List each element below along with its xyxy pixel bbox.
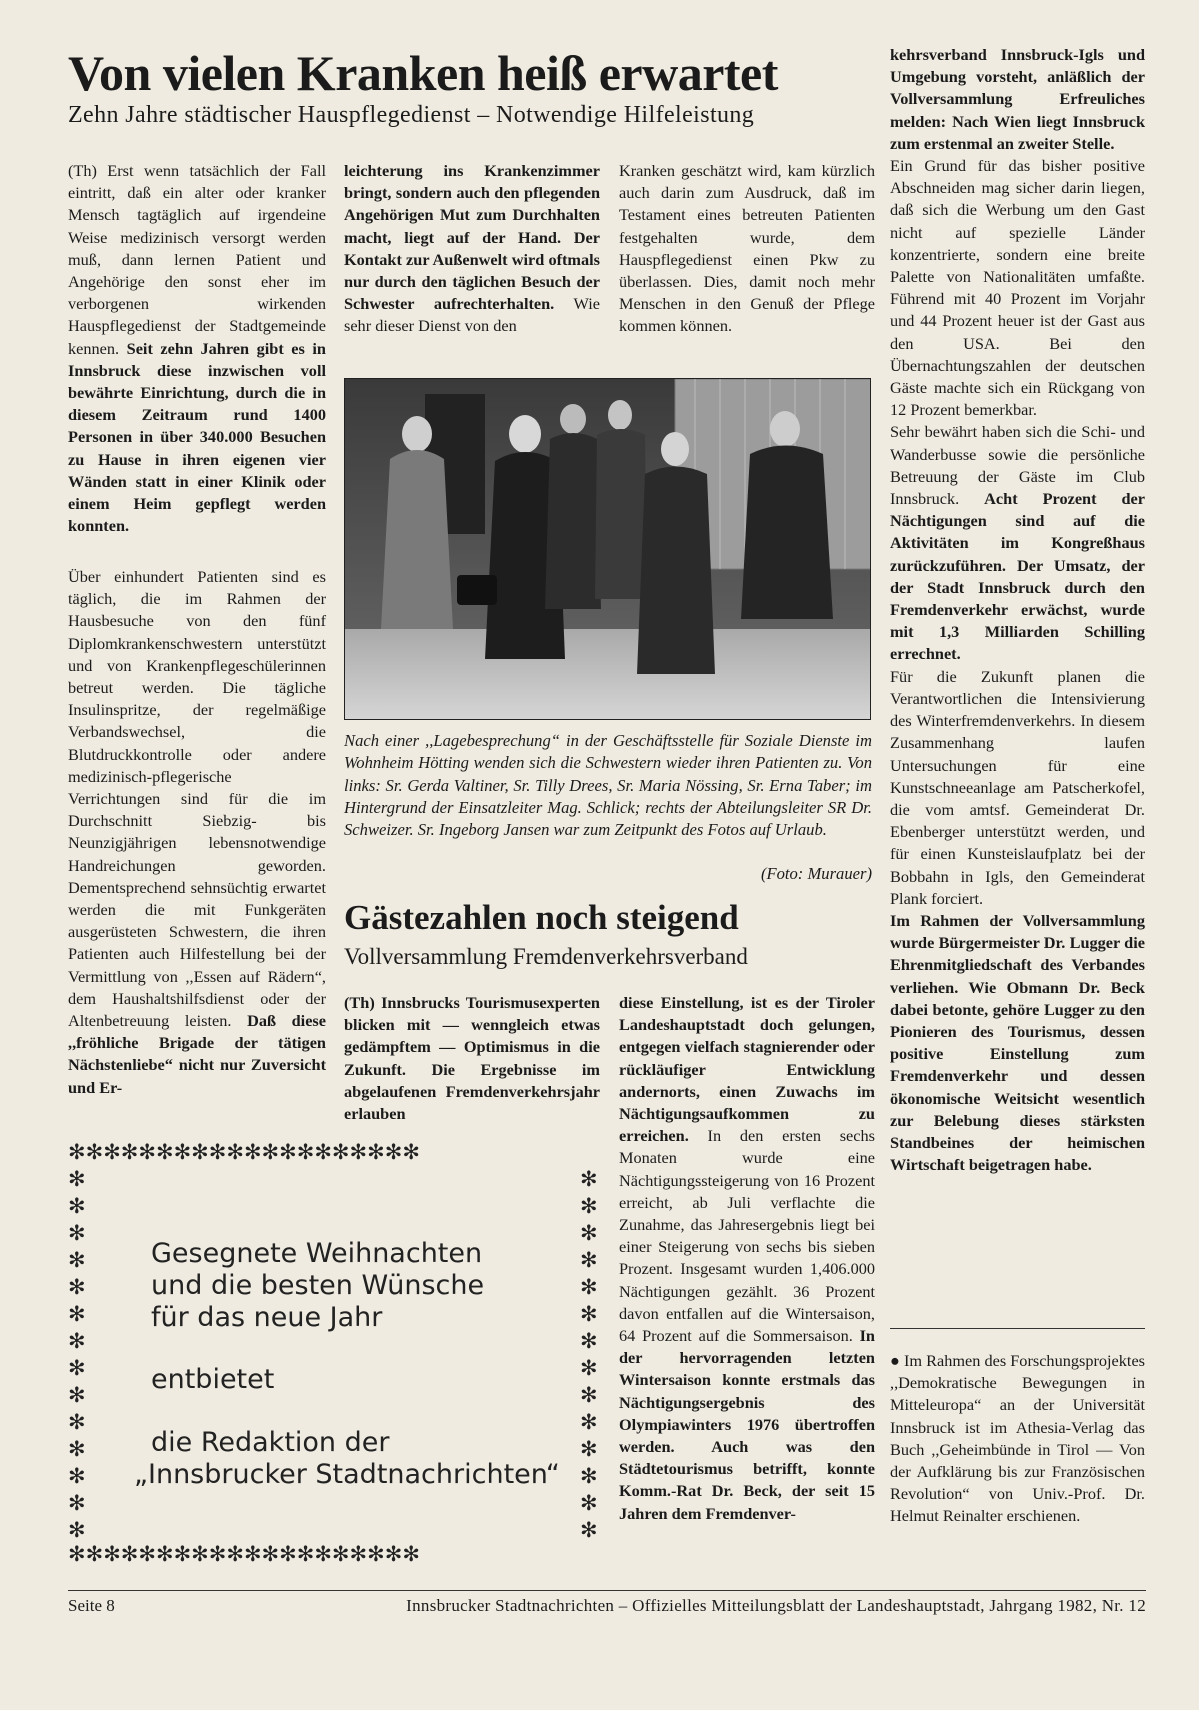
- footer-rule: [68, 1590, 1146, 1591]
- body-text: Für die Zukunft planen die Verantwortlichen die Intensivierung des Winterfremdenverkehrs. In diesem Zusammenhang laufen Untersuchungen für eine Kunstschneeanlage am Patscherkofel, die vom amtsf. Gemeinderat Dr. Ebenberger unterstützt werden, und für einen Kunsteislaufplatz bei der Bobbahn in Igls, den Gemeinderat Plank forciert.: [890, 666, 1145, 908]
- body-text-bold: diese Einstellung, ist es der Tiroler Landeshauptstadt doch gelungen, entgegen vielfach stagnierender oder rückläufiger Entwicklung andernorts, einen Zuwachs im Nächtigungsaufkommen zu erreichen.: [619, 993, 875, 1146]
- article-headline: Von vielen Kranken heiß erwartet: [68, 45, 778, 101]
- page-footer: [68, 1596, 1146, 1616]
- article-subheadline-2: Vollversammlung Fremdenverkehrsverband: [344, 944, 748, 969]
- body-text-bold: kehrsverband Innsbruck-Igls und Umgebung vorsteht, anläßlich der Vollversammlung Erfreuliches melden: Nach Wien liegt Innsbruck zum erstenmal an zweiter Stelle.: [890, 45, 1145, 153]
- page-number: Seite 8: [68, 1596, 115, 1615]
- body-text-bold: Im Rahmen der Vollversammlung wurde Bürgermeister Dr. Lugger die Ehrenmitgliedschaft des Verbandes verliehen. Wie Obmann Dr. Beck dabei betonte, gehöre Lugger zu den Pionieren des Tourismus, dessen positive Einstellung zum Fremdenverkehr und dessen ökonomische Weitsicht wesentlich zur Belebung dieses stärksten Standbeines der heimischen Wirtschaft beigetragen habe.: [890, 910, 1145, 1175]
- article-subheadline: Zehn Jahre städtischer Hauspflegedienst – Notwendige Hilfeleistung: [68, 102, 755, 128]
- article2-column-2: [619, 992, 875, 1525]
- greeting-line: für das neue Jahr: [151, 1302, 383, 1333]
- body-text-bold: In der hervorragenden letzten Wintersaison konnte erstmals das Nächtigungsergebnis des Olympiawinters 1976 übertroffen werden. Auch was den Städtetourismus betrifft, konnte Komm.-Rat Dr. Beck, der seit 15 Jahren dem Fremdenver-: [619, 1326, 875, 1523]
- greeting-box: [68, 1140, 603, 1570]
- star-border-right: ✻ ✻ ✻ ✻ ✻ ✻ ✻ ✻ ✻ ✻ ✻ ✻ ✻ ✻: [580, 1167, 598, 1542]
- photo-illustration: [345, 379, 871, 720]
- body-text-bold: (Th) Innsbrucks Tourismusexperten blicken mit — wenngleich etwas gedämpftem — Optimismus in die Zukunft. Die Ergebnisse im abgelaufenen Fremdenverkehrsjahr erlauben: [344, 993, 600, 1124]
- body-text-bold: Acht Prozent der Nächtigungen sind auf die Aktivitäten im Kongreßhaus zurückzuführen. Der Umsatz, der der Stadt Innsbruck durch den Fremdenverkehr erwächst, wurde mit 1,3 Milliarden Schilling errechnet.: [890, 489, 1145, 664]
- photo-credit: (Foto: Murauer): [760, 864, 872, 883]
- star-border-left: ✻ ✻ ✻ ✻ ✻ ✻ ✻ ✻ ✻ ✻ ✻ ✻ ✻ ✻: [68, 1167, 86, 1542]
- body-text: Kranken geschätzt wird, kam kürzlich auch darin zum Ausdruck, daß im Testament eines betreuten Patienten festgehalten wurde, dem Hauspflegedienst einen Pkw zu überlassen. Dies, damit noch mehr Menschen in den Genuß der Pflege kommen können.: [619, 161, 875, 336]
- body-text: Ein Grund für das bisher positive Abschneiden mag sicher darin liegen, daß sich die Werbung um den Gast nicht auf spezielle Länder konzentrierte, sondern eine breite Palette von Nationalitäten umfaßte. Führend mit 40 Prozent im Vorjahr und 44 Prozent heuer ist der Gast aus den USA. Bei den Übernachtungszahlen der deutschen Gäste machte sich ein Rückgang von 12 Prozent bemerkbar.: [890, 156, 1145, 420]
- body-text: In den ersten sechs Monaten wurde eine Nächtigungssteigerung von 16 Prozent erreicht, ab Juli verflachte die Zunahme, das Jahresergebnis liegt bei einer Steigerung von sechs bis sieben Prozent. Insgesamt wurden 1,406.000 Nächtigungen gezählt. 36 Prozent davon entfallen auf die Wintersaison, 64 Prozent auf die Sommersaison.: [619, 1126, 875, 1346]
- article2-column-1: [344, 992, 600, 1125]
- body-text: Wie sehr dieser Dienst von den: [344, 294, 601, 336]
- star-border-top: ✻✻✻✻✻✻✻✻✻✻✻✻✻✻✻✻✻✻✻✻: [68, 1140, 420, 1164]
- greeting-line: und die besten Wünsche: [151, 1270, 485, 1301]
- body-text: Sehr bewährt haben sich die Schi- und Wanderbusse sowie die persönliche Betreuung der Gäste im Club Innsbruck.: [890, 422, 1145, 509]
- star-border-bottom: ✻✻✻✻✻✻✻✻✻✻✻✻✻✻✻✻✻✻✻✻: [68, 1542, 420, 1566]
- group-photo: [344, 378, 871, 720]
- greeting-line: Gesegnete Weihnachten: [151, 1238, 483, 1269]
- photo-caption: Nach einer ,,Lagebesprechung“ in der Geschäftsstelle für Soziale Dienste im Wohnheim Hötting wenden sich die Schwestern wieder ihren Patienten zu. Von links: Sr. Gerda Valtiner, Sr. Tilly Drees, Sr. Maria Nössing, Sr. Erna Taber; im Hintergrund der Einsatzleiter Mag. Schlick; rechts der Abteilungsleiter SR Dr. Schweizer. Sr. Ingeborg Jansen war zum Zeitpunkt des Fotos auf Urlaub.: [344, 731, 872, 840]
- body-text-bold: Daß diese ,,fröhliche Brigade der tätigen Nächstenliebe“ nicht nur Zuversicht und Er-: [68, 1011, 326, 1097]
- article-column-1-continued: [68, 566, 326, 1099]
- article2-column-3: [890, 44, 1145, 1176]
- article-column-3: [619, 160, 875, 338]
- greeting-line: die Redaktion der: [151, 1427, 390, 1458]
- article-column-2: [344, 160, 600, 338]
- section-divider: [890, 1328, 1145, 1329]
- greeting-line: „Innsbrucker Stadtnachrichten“: [134, 1459, 560, 1490]
- body-text: (Th) Erst wenn tatsächlich der Fall eintritt, daß ein alter oder kranker Mensch tagtäglich auf irgendeine Weise medizinisch versorgt werden muß, dann lernen Patient und Angehörige den sonst eher im verborgenen wirkenden Hauspflegedienst der Stadtgemeinde kennen.: [68, 161, 326, 358]
- body-text-bold: Seit zehn Jahren gibt es in Innsbruck diese inzwischen voll bewährte Einrichtung, durch die in diesem Zeitraum rund 1400 Personen in über 340.000 Besuchen zu Hause in ihren eigenen vier Wänden statt in einer Klinik oder einem Heim gepflegt werden konnten.: [68, 338, 326, 536]
- publication-line: Innsbrucker Stadtnachrichten – Offizielles Mitteilungsblatt der Landeshauptstadt, Jahrgang 1982, Nr. 12: [406, 1596, 1146, 1615]
- article-column-1: [68, 160, 326, 537]
- bullet-icon: ●: [890, 1351, 900, 1370]
- notice-text: Im Rahmen des Forschungsprojektes ,,Demokratische Bewegungen in Mitteleuropa“ an der Universität Innsbruck ist im Athesia-Verlag das Buch ,,Geheimbünde in Tirol — Von der Aufklärung bis zur Französischen Revolution“ von Univ.-Prof. Dr. Helmut Reinalter erschienen.: [890, 1351, 1146, 1526]
- body-text-bold: leichterung ins Krankenzimmer bringt, sondern auch den pflegenden Angehörigen Mut zum Durchhalten macht, liegt auf der Hand. Der Kontakt zur Außenwelt wird oftmals nur durch den täglichen Besuch der Schwester aufrechterhalten.: [344, 161, 600, 314]
- notice-item: [890, 1350, 1145, 1528]
- body-text: Über einhundert Patienten sind es täglich, die im Rahmen der Hausbesuche von den fünf Diplomkrankenschwestern unterstützt und von Krankenpflegeschülerinnen betreut werden. Die tägliche Insulinspritze, der regelmäßige Verbandswechsel, die Blutdruckkontrolle oder andere medizinisch-pflegerische Verrichtungen sind für die im Durchschnitt Siebzig- bis Neunzigjährigen lebensnotwendige Handreichungen geworden. Dementsprechend sehnsüchtig erwartet werden die mit Funkgeräten ausgerüsteten Schwestern, die ihren Patienten auch Hilfestellung bei der Vermittlung von ,,Essen auf Rädern“, dem Haushaltshilfsdienst oder der Altenbetreuung leisten.: [68, 567, 326, 1031]
- greeting-line: entbietet: [151, 1364, 275, 1395]
- article-headline-2: Gästezahlen noch steigend: [344, 898, 739, 937]
